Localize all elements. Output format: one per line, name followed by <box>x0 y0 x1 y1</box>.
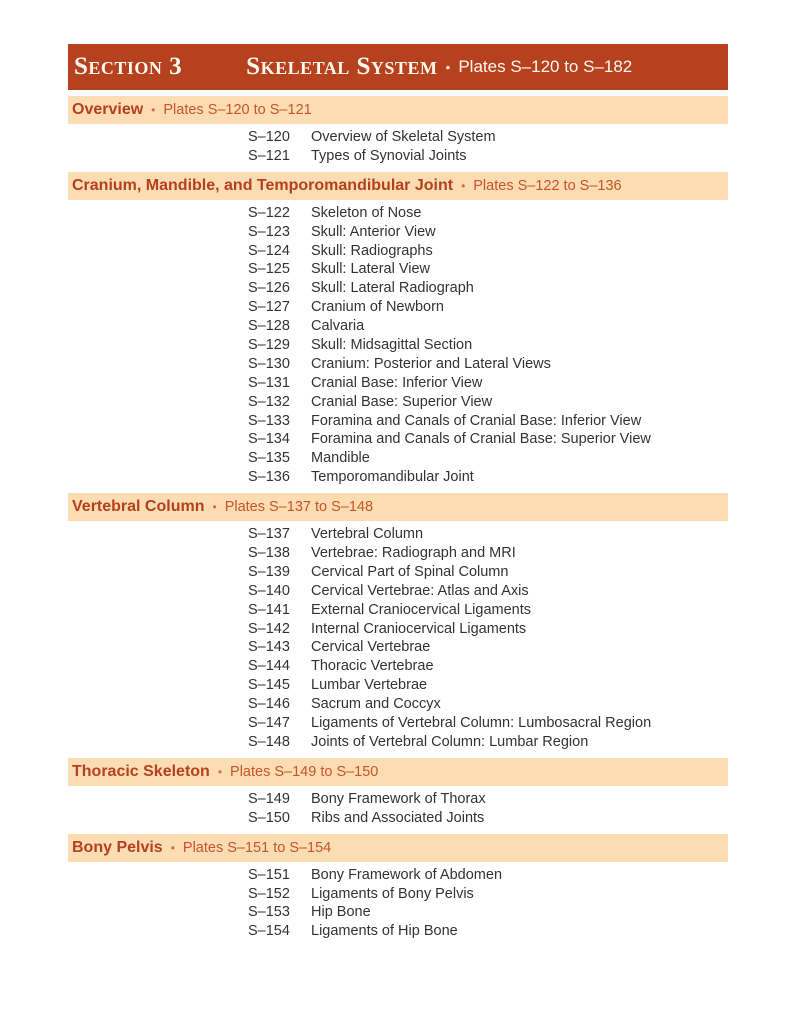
plate-entry <box>68 866 728 885</box>
plate-entry <box>68 374 728 393</box>
plate-entry <box>68 582 728 601</box>
group <box>68 96 728 172</box>
plate-entry <box>68 676 728 695</box>
plate-title: Cranial Base: Superior View <box>311 393 493 410</box>
plate-entry <box>68 885 728 904</box>
plate-title: Cervical Vertebrae <box>311 639 431 656</box>
group-plates-range: Plates S–122 to S–136 <box>473 177 622 194</box>
plate-entry <box>68 449 728 468</box>
plate-number: S–131 <box>248 374 290 391</box>
plate-title: Cranium: Posterior and Lateral Views <box>311 355 551 372</box>
plate-entry <box>68 204 728 223</box>
plate-title: Temporomandibular Joint <box>311 469 474 486</box>
plate-number: S–125 <box>248 261 290 278</box>
group-title: Thoracic Skeleton <box>72 762 210 780</box>
plate-title: Hip Bone <box>311 904 371 921</box>
plate-entry <box>68 601 728 620</box>
plate-title: Sacrum and Coccyx <box>311 696 441 713</box>
plate-number: S–141 <box>248 601 290 618</box>
group-title: Bony Pelvis <box>72 838 163 856</box>
plate-entry <box>68 260 728 279</box>
plate-title: Skull: Lateral View <box>311 261 431 278</box>
plate-number: S–120 <box>248 129 290 145</box>
plate-entry <box>68 922 728 941</box>
plate-entry <box>68 733 728 752</box>
plate-entry <box>68 298 728 317</box>
plate-title: Foramina and Canals of Cranial Base: Superior View <box>311 431 651 448</box>
plate-title: Vertebral Column <box>311 526 424 543</box>
plate-number: S–146 <box>248 696 290 713</box>
plate-title: Skull: Anterior View <box>311 223 436 240</box>
plate-title: Cranial Base: Inferior View <box>311 374 483 391</box>
plate-entry <box>68 544 728 563</box>
plate-title: Lumbar Vertebrae <box>311 677 428 694</box>
bullet-separator: • <box>445 59 451 75</box>
bullet-separator: • <box>151 103 156 117</box>
plate-entry <box>68 242 728 261</box>
group-header <box>68 834 728 862</box>
plate-entry <box>68 336 728 355</box>
plate-number: S–124 <box>248 242 290 259</box>
group-plates-range: Plates S–149 to S–150 <box>230 763 379 780</box>
plate-title: Thoracic Vertebrae <box>311 658 434 675</box>
section-label: Section 3 <box>74 53 183 80</box>
plate-title: Skull: Lateral Radiograph <box>311 280 474 297</box>
group-header <box>68 96 728 124</box>
plate-title: Skull: Midsagittal Section <box>311 337 473 354</box>
plate-number: S–148 <box>248 733 290 750</box>
plate-entry <box>68 223 728 242</box>
plate-title: Joints of Vertebral Column: Lumbar Region <box>311 733 589 750</box>
plate-number: S–140 <box>248 582 290 599</box>
plate-title: Calvaria <box>311 318 365 335</box>
plate-number: S–145 <box>248 677 290 694</box>
group-header <box>68 493 728 521</box>
group-plates-range: Plates S–137 to S–148 <box>224 499 374 516</box>
plate-entry <box>68 355 728 374</box>
group-plates-range: Plates S–151 to S–154 <box>182 839 332 856</box>
plate-number: S–136 <box>248 469 290 486</box>
plate-number: S–142 <box>248 620 290 637</box>
plate-number: S–132 <box>248 393 290 410</box>
plate-number: S–134 <box>248 431 290 448</box>
plate-number: S–151 <box>248 866 290 883</box>
plate-number: S–130 <box>248 355 290 372</box>
plate-entry <box>68 279 728 298</box>
plate-title: Ligaments of Bony Pelvis <box>311 885 474 902</box>
plate-number: S–129 <box>248 337 290 354</box>
section-title: Skeletal System <box>246 53 438 80</box>
plate-title: Cervical Part of Spinal Column <box>311 563 509 580</box>
section-header <box>68 44 728 90</box>
plate-title: Ligaments of Vertebral Column: Lumbosacral Region <box>311 715 652 732</box>
plate-list <box>68 862 728 948</box>
group-header <box>68 758 728 786</box>
bullet-separator: • <box>212 500 217 515</box>
group <box>68 834 728 948</box>
plate-title: Mandible <box>311 450 370 467</box>
plate-entry <box>68 809 728 828</box>
plate-entry <box>68 468 728 487</box>
plate-number: S–127 <box>248 299 290 316</box>
plate-entry <box>68 430 728 449</box>
bullet-separator: • <box>217 764 223 779</box>
plate-number: S–149 <box>248 790 290 807</box>
plate-entry <box>68 317 728 336</box>
plate-entry <box>68 147 728 166</box>
plate-number: S–128 <box>248 318 290 335</box>
plate-entry <box>68 695 728 714</box>
plate-list <box>68 786 728 834</box>
plate-title: Cranium of Newborn <box>311 299 444 316</box>
contents-page <box>68 44 728 947</box>
plate-number: S–135 <box>248 450 290 467</box>
plate-title: Bony Framework of Abdomen <box>311 866 503 883</box>
plate-title: Skeleton of Nose <box>311 204 422 221</box>
plate-number: S–139 <box>248 563 290 580</box>
plate-title: Overview of Skeletal System <box>311 129 496 145</box>
section-plates-range: Plates S–120 to S–182 <box>458 57 633 76</box>
plate-entry <box>68 620 728 639</box>
group <box>68 172 728 493</box>
plate-number: S–144 <box>248 658 290 675</box>
plate-entry <box>68 393 728 412</box>
plate-number: S–121 <box>248 147 290 164</box>
group-header <box>68 172 728 200</box>
plate-list <box>68 124 728 172</box>
group <box>68 758 728 834</box>
plate-entry <box>68 128 728 147</box>
group <box>68 493 728 758</box>
plate-list <box>68 521 728 758</box>
plate-number: S–123 <box>248 223 290 240</box>
plate-title: Skull: Radiographs <box>311 242 433 259</box>
plate-title: Foramina and Canals of Cranial Base: Inferior View <box>311 412 642 429</box>
bullet-separator: • <box>461 178 466 193</box>
group-title: Vertebral Column <box>72 498 205 516</box>
plate-entry <box>68 638 728 657</box>
plate-number: S–147 <box>248 715 290 732</box>
plate-number: S–154 <box>248 923 290 940</box>
plate-title: Cervical Vertebrae: Atlas and Axis <box>311 582 529 599</box>
plate-number: S–150 <box>248 809 290 826</box>
plate-title: Internal Craniocervical Ligaments <box>311 620 527 637</box>
plate-title: External Craniocervical Ligaments <box>311 601 532 618</box>
plate-entry <box>68 563 728 582</box>
plate-title: Bony Framework of Thorax <box>311 790 486 807</box>
plate-number: S–126 <box>248 280 290 297</box>
plate-title: Types of Synovial Joints <box>311 147 467 164</box>
plate-number: S–137 <box>248 526 290 543</box>
plate-entry <box>68 657 728 676</box>
plate-number: S–133 <box>248 412 290 429</box>
bullet-separator: • <box>170 840 175 855</box>
group-plates-range: Plates S–120 to S–121 <box>163 102 312 118</box>
plate-number: S–122 <box>248 204 290 221</box>
plate-entry <box>68 525 728 544</box>
group-title: Overview <box>72 101 144 118</box>
group-list <box>68 96 728 947</box>
plate-number: S–143 <box>248 639 290 656</box>
plate-entry <box>68 903 728 922</box>
plate-number: S–138 <box>248 545 290 562</box>
plate-title: Vertebrae: Radiograph and MRI <box>311 545 516 562</box>
plate-entry <box>68 412 728 431</box>
plate-entry <box>68 790 728 809</box>
plate-entry <box>68 714 728 733</box>
group-title: Cranium, Mandible, and Temporomandibular Joint <box>72 176 454 194</box>
plate-number: S–153 <box>248 904 290 921</box>
plate-title: Ligaments of Hip Bone <box>311 923 458 940</box>
plate-title: Ribs and Associated Joints <box>311 809 485 826</box>
plate-list <box>68 200 728 493</box>
plate-number: S–152 <box>248 885 290 902</box>
